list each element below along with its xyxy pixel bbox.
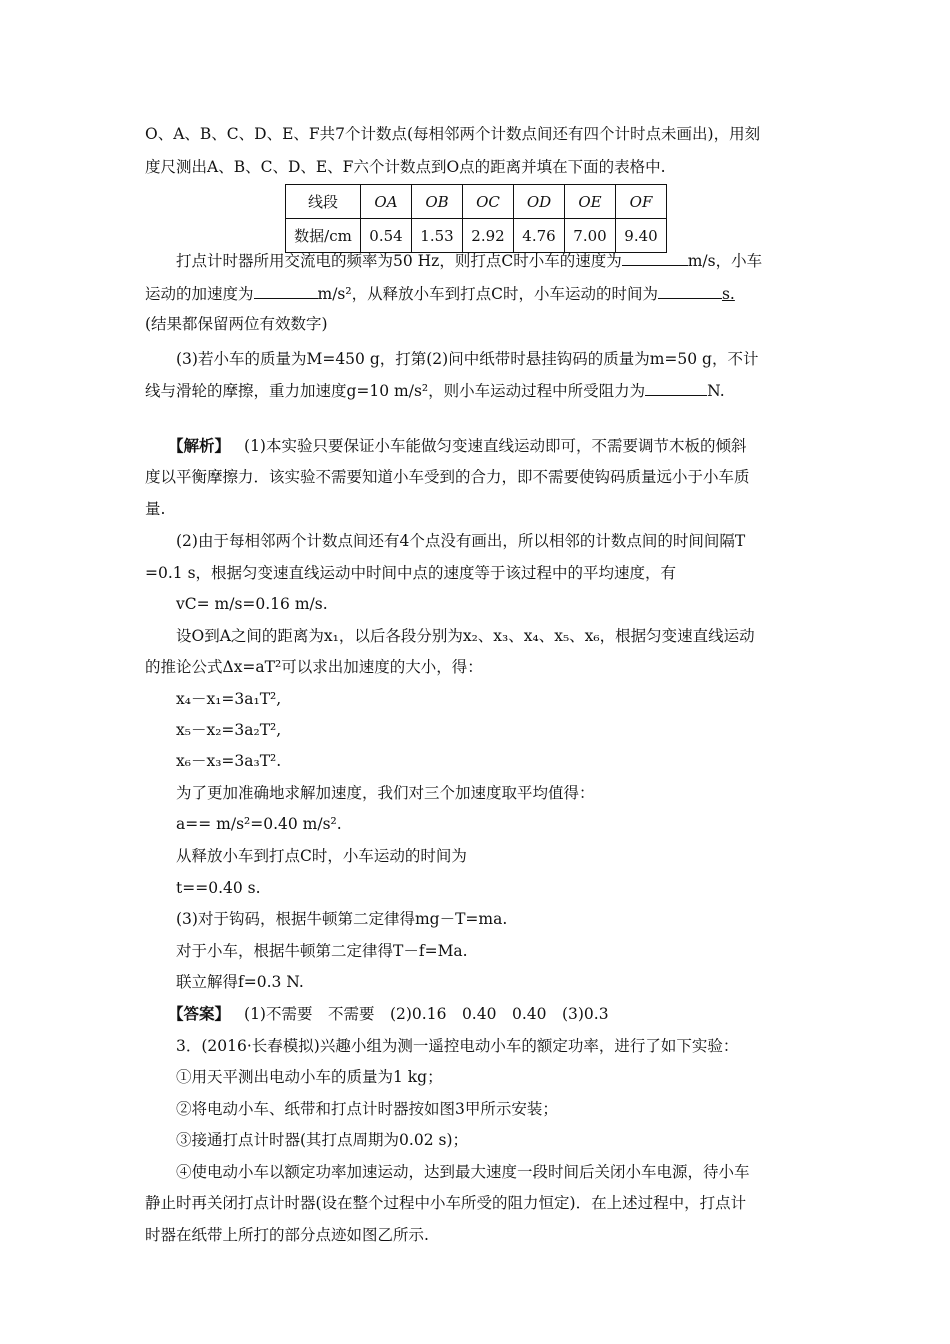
table-header-cell: OB <box>412 185 463 219</box>
table-header-cell: 线段 <box>286 185 361 219</box>
equation-1: x₄－x₁=3a₁T², <box>176 690 282 708</box>
table-cell: 4.76 <box>514 219 565 253</box>
equation-2: x₅－x₂=3a₂T², <box>176 721 282 739</box>
vc-equation: vC= m/s=0.16 m/s. <box>176 595 328 613</box>
table-cell: 数据/cm <box>286 219 361 253</box>
q2-text: m/s²，从释放小车到打点C时，小车运动的时间为 <box>317 285 658 303</box>
q2-text: 打点计时器所用交流电的频率为50 Hz，则打点C时小车的速度为 <box>176 252 622 270</box>
q3-line-1: (3)若小车的质量为M=450 g，打第(2)问中纸带时悬挂钩码的质量为m=50 g，不计 <box>176 350 759 368</box>
intro-line-1: O、A、B、C、D、E、F共7个计数点(每相邻两个计数点间还有四个计时点未画出)，用刻 <box>145 125 761 143</box>
problem3-step-4-line-1: ④使电动小车以额定功率加速运动，达到最大速度一段时间后关闭小车电源，待小车 <box>176 1163 750 1181</box>
q2-line-3: (结果都保留两位有效数字) <box>145 315 328 333</box>
analysis-p8: 联立解得f=0.3 N. <box>176 973 304 991</box>
q2-text: s. <box>721 285 735 303</box>
problem3-step-4-line-3: 时器在纸带上所打的部分点迹如图乙所示. <box>145 1226 429 1244</box>
analysis-p3-line-2: 的推论公式Δx=aT²可以求出加速度的大小，得： <box>145 658 483 676</box>
q3-text: N. <box>707 382 725 400</box>
q2-line-1 <box>176 251 762 271</box>
problem3-title: 3．(2016·长春模拟)兴趣小组为测一遥控电动小车的额定功率，进行了如下实验： <box>176 1037 739 1055</box>
analysis-p4: 为了更加准确地求解加速度，我们对三个加速度取平均值得： <box>176 784 595 802</box>
table-header-cell: OF <box>616 185 667 219</box>
table-header-row <box>286 185 667 219</box>
table-cell: 2.92 <box>463 219 514 253</box>
answer-blank <box>658 284 722 299</box>
analysis-text: (1)本实验只要保证小车能做匀变速直线运动即可，不需要调节木板的倾斜 <box>244 437 747 455</box>
answer-blank <box>622 251 688 266</box>
distance-table <box>285 184 667 253</box>
analysis-p6: (3)对于钩码，根据牛顿第二定律得mg－T=ma. <box>176 910 508 928</box>
q2-line-2 <box>145 284 735 304</box>
table-header-cell: OA <box>361 185 412 219</box>
acceleration-equation: a== m/s²=0.40 m/s². <box>176 815 342 833</box>
answer-line <box>168 1004 609 1024</box>
equation-3: x₆－x₃=3a₃T². <box>176 752 282 770</box>
table-row <box>286 219 667 253</box>
table-cell: 9.40 <box>616 219 667 253</box>
analysis-p2-line-1: (2)由于每相邻两个计数点间还有4个点没有画出，所以相邻的计数点间的时间间隔T <box>176 532 746 550</box>
table-header-cell: OC <box>463 185 514 219</box>
time-equation: t==0.40 s. <box>176 879 261 897</box>
table-cell: 1.53 <box>412 219 463 253</box>
q2-text: m/s，小车 <box>687 252 763 270</box>
q3-line-2 <box>145 381 725 401</box>
problem3-step-2: ②将电动小车、纸带和打点计时器按如图3甲所示安装； <box>176 1100 558 1118</box>
problem3-step-1: ①用天平测出电动小车的质量为1 kg； <box>176 1068 443 1086</box>
table-cell: 0.54 <box>361 219 412 253</box>
analysis-p5: 从释放小车到打点C时，小车运动的时间为 <box>176 847 467 865</box>
analysis-p1-line-1 <box>168 436 746 456</box>
answer-tag: 【答案】 <box>168 1004 231 1023</box>
problem3-step-3: ③接通打点计时器(其打点周期为0.02 s)； <box>176 1131 468 1149</box>
analysis-tag: 【解析】 <box>168 436 231 455</box>
analysis-p1-line-3: 量. <box>145 500 166 518</box>
table-cell: 7.00 <box>565 219 616 253</box>
analysis-p2-line-2: =0.1 s，根据匀变速直线运动中时间中点的速度等于该过程中的平均速度，有 <box>145 564 677 582</box>
table-header-cell: OE <box>565 185 616 219</box>
answer-text: (1)不需要 不需要 (2)0.16 0.40 0.40 (3)0.3 <box>244 1005 609 1023</box>
problem3-step-4-line-2: 静止时再关闭打点计时器(设在整个过程中小车所受的阻力恒定)．在上述过程中，打点计 <box>145 1194 747 1212</box>
intro-line-2: 度尺测出A、B、C、D、E、F六个计数点到O点的距离并填在下面的表格中. <box>145 158 666 176</box>
q2-text: 运动的加速度为 <box>145 285 254 303</box>
answer-blank <box>254 284 318 299</box>
analysis-p1-line-2: 度以平衡摩擦力．该实验不需要知道小车受到的合力，即不需要使钩码质量远小于小车质 <box>145 468 750 486</box>
analysis-p7: 对于小车，根据牛顿第二定律得T－f=Ma. <box>176 942 468 960</box>
answer-blank <box>645 381 707 396</box>
analysis-p3-line-1: 设O到A之间的距离为x₁，以后各段分别为x₂、x₃、x₄、x₅、x₆，根据匀变速直线运动 <box>176 627 755 645</box>
q3-text: 线与滑轮的摩擦，重力加速度g=10 m/s²，则小车运动过程中所受阻力为 <box>145 382 646 400</box>
table-header-cell: OD <box>514 185 565 219</box>
